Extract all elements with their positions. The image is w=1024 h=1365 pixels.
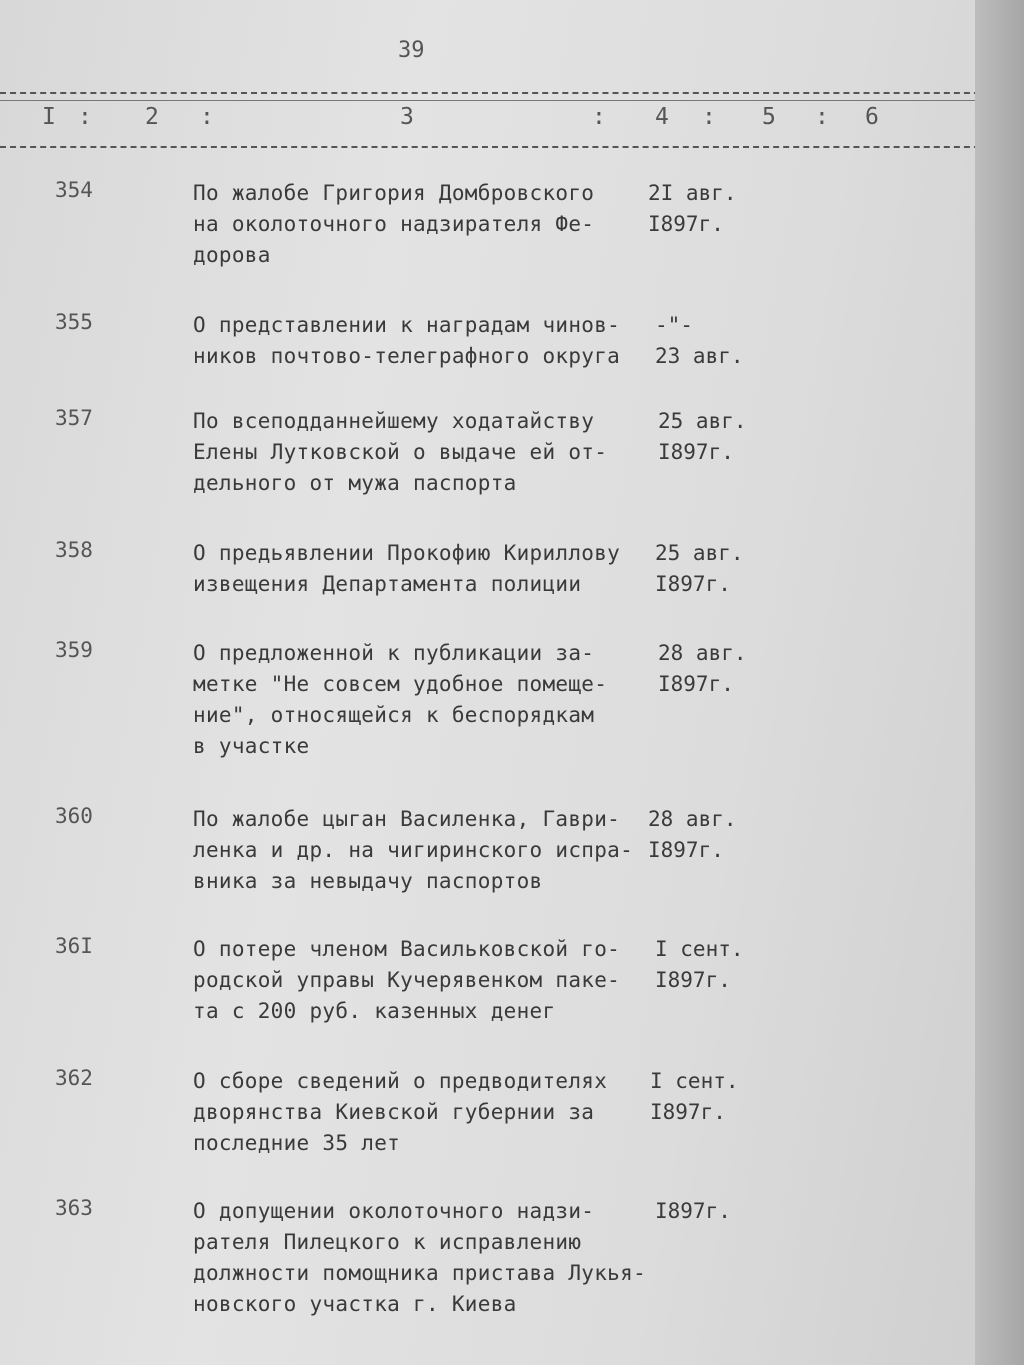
entry-number: 363 bbox=[55, 1196, 93, 1220]
entry-description: О допущении околоточного надзи- рателя Пилецкого к исправлению должности помощника пристава Лукья- новского участка г. Киева bbox=[193, 1199, 647, 1316]
entry-description: О потере членом Васильковской го- родской управы Кучерявенком паке- та с 200 руб. казенных денег bbox=[193, 937, 621, 1023]
entry-date: 28 авг. I897г. bbox=[648, 807, 737, 862]
page-number: 39 bbox=[398, 38, 425, 63]
column-separator: : bbox=[78, 104, 92, 130]
entry-date: 25 авг. I897г. bbox=[658, 409, 747, 464]
entry-number: 362 bbox=[55, 1066, 93, 1090]
entry-description: По всеподданнейшему ходатайству Елены Лутковской о выдаче ей от- дельного от мужа паспорта bbox=[193, 409, 608, 495]
entry-number: 36I bbox=[55, 934, 93, 958]
entry-number: 359 bbox=[55, 638, 93, 662]
entry-date: I сент. I897г. bbox=[650, 1069, 739, 1124]
entry-date: I сент. I897г. bbox=[655, 937, 744, 992]
page-edge bbox=[975, 0, 1024, 1365]
column-separator: : bbox=[200, 104, 214, 130]
entry-number: 354 bbox=[55, 178, 93, 202]
entry-description: По жалобе цыган Василенка, Гаври- ленка и др. на чигиринского испра- вника за невыдачу паспортов bbox=[193, 807, 634, 893]
entry-date: -"- 23 авг. bbox=[655, 313, 744, 368]
entry-description: По жалобе Григория Домбровского на околоточного надзирателя Фе- дорова bbox=[193, 181, 595, 267]
header-rule-top-inner bbox=[0, 100, 990, 101]
entry-date: 25 авг. I897г. bbox=[655, 541, 744, 596]
column-4-label: 4 bbox=[655, 104, 669, 130]
entry-date: 28 авг. I897г. bbox=[658, 641, 747, 696]
header-rule-bottom bbox=[0, 146, 990, 148]
column-separator: : bbox=[702, 104, 716, 130]
column-separator: : bbox=[815, 104, 829, 130]
column-3-label: 3 bbox=[400, 104, 414, 130]
column-1-label: I bbox=[42, 104, 56, 130]
column-6-label: 6 bbox=[865, 104, 879, 130]
column-2-label: 2 bbox=[145, 104, 159, 130]
entry-date: I897г. bbox=[655, 1199, 731, 1223]
column-separator: : bbox=[592, 104, 606, 130]
entry-description: О предложенной к публикации за- метке "Не совсем удобное помеще- ние", относящейся к беспорядкам в участке bbox=[193, 641, 608, 758]
entry-description: О сборе сведений о предводителях дворянства Киевской губернии за последние 35 лет bbox=[193, 1069, 608, 1155]
header-rule-top bbox=[0, 92, 990, 94]
entry-description: О предьявлении Прокофию Кириллову извещения Департамента полиции bbox=[193, 541, 621, 596]
entry-date: 2I авг. I897г. bbox=[648, 181, 737, 236]
entry-description: О представлении к наградам чинов- ников почтово-телеграфного округа bbox=[193, 313, 621, 368]
entry-number: 358 bbox=[55, 538, 93, 562]
entry-number: 355 bbox=[55, 310, 93, 334]
entry-number: 357 bbox=[55, 406, 93, 430]
entry-number: 360 bbox=[55, 804, 93, 828]
column-5-label: 5 bbox=[762, 104, 776, 130]
